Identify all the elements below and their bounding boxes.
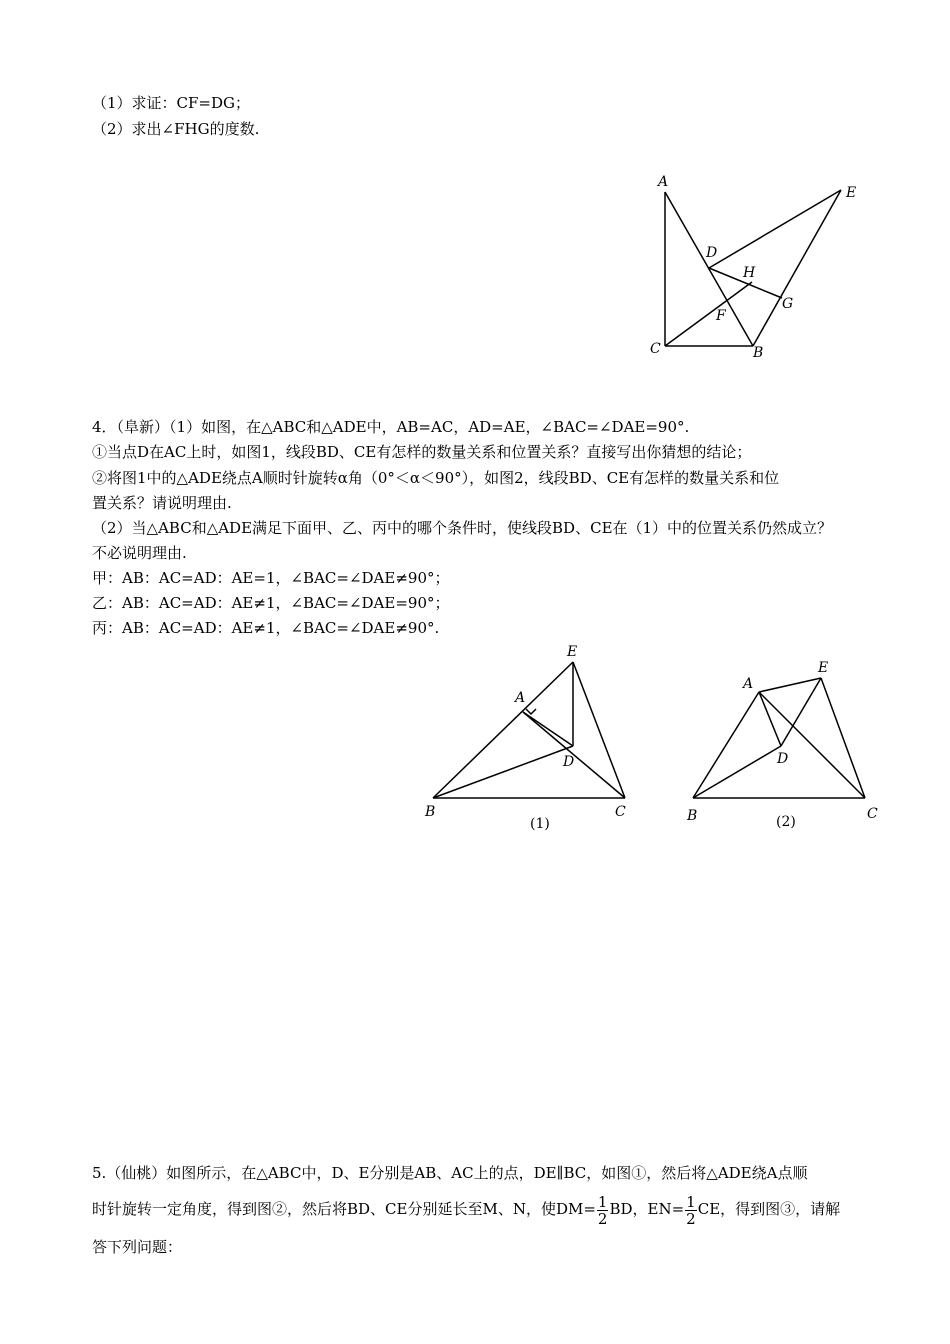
label-a: A — [743, 676, 754, 692]
problem4-line-1: 4．（阜新）（1）如图，在△ABC和△ADE中，AB=AC，AD=AE，∠BAC=∠DAE=90°. — [92, 418, 690, 436]
label-e: E — [567, 644, 578, 660]
label-d: D — [777, 751, 789, 767]
fraction-one-half: $\frac{1}{2}$ — [597, 1192, 608, 1228]
label-e: E — [846, 185, 857, 201]
problem4-line-7: 甲：AB：AC=AD：AE=1，∠BAC=∠DAE≠90°； — [92, 569, 450, 587]
label-d: D — [706, 245, 718, 261]
label-g: G — [782, 296, 794, 312]
problem5-line-1: 5.（仙桃）如图所示，在△ABC中，D、E分别是AB、AC上的点，DE∥BC，如图①，然后将△ADE绕A点顺 — [92, 1164, 808, 1182]
label-b: B — [425, 804, 436, 820]
problem5-line-2-part-b: BD，EN= — [609, 1200, 685, 1218]
problem4-line-5: （2）当△ABC和△ADE满足下面甲、乙、丙中的哪个条件时，使线段BD、CE在（1）中的位置关系仍然成立？ — [92, 519, 833, 537]
label-d: D — [563, 754, 575, 770]
problem5-line-2-part-c: CE，得到图③，请解 — [697, 1200, 841, 1218]
problem3-question-1: （1）求证：CF=DG； — [92, 94, 251, 112]
problem4-line-4: 置关系？请说明理由. — [92, 494, 232, 512]
figure-4-1 — [415, 640, 645, 840]
problem5-line-3: 答下列问题： — [92, 1238, 183, 1256]
label-e: E — [818, 660, 829, 676]
label-c: C — [650, 341, 661, 357]
problem4-line-3: ②将图1中的△ADE绕点A顺时针旋转α角（0°＜α＜90°），如图2，线段BD、CE有怎样的数量关系和位 — [92, 469, 780, 487]
figure-caption: (1) — [530, 816, 550, 832]
problem3-question-2: （2）求出∠FHG的度数. — [92, 120, 260, 138]
label-c: C — [867, 806, 878, 822]
label-f: F — [716, 308, 726, 324]
problem4-line-8: 乙：AB：AC=AD：AE≠1，∠BAC=∠DAE=90°； — [92, 594, 450, 612]
label-a: A — [658, 174, 669, 190]
problem4-line-2: ①当点D在AC上时，如图1，线段BD、CE有怎样的数量关系和位置关系？直接写出你猜想的结论； — [92, 443, 752, 461]
label-a: A — [515, 690, 526, 706]
figure-3 — [640, 170, 880, 370]
problem4-line-9: 丙：AB：AC=AD：AE≠1，∠BAC=∠DAE≠90°. — [92, 619, 440, 637]
label-b: B — [687, 808, 698, 824]
problem4-line-6: 不必说明理由. — [92, 544, 187, 562]
label-c: C — [615, 804, 626, 820]
figure-caption: (2) — [776, 814, 796, 830]
fraction-one-half: $\frac{1}{2}$ — [686, 1192, 696, 1228]
problem5-line-2 — [92, 1191, 840, 1227]
figure-4-2 — [675, 650, 890, 840]
label-b: B — [753, 345, 764, 361]
problem5-line-2-part-a: 时针旋转一定角度，得到图②，然后将BD、CE分别延长至M、N，使DM= — [92, 1200, 596, 1218]
label-h: H — [743, 265, 756, 281]
